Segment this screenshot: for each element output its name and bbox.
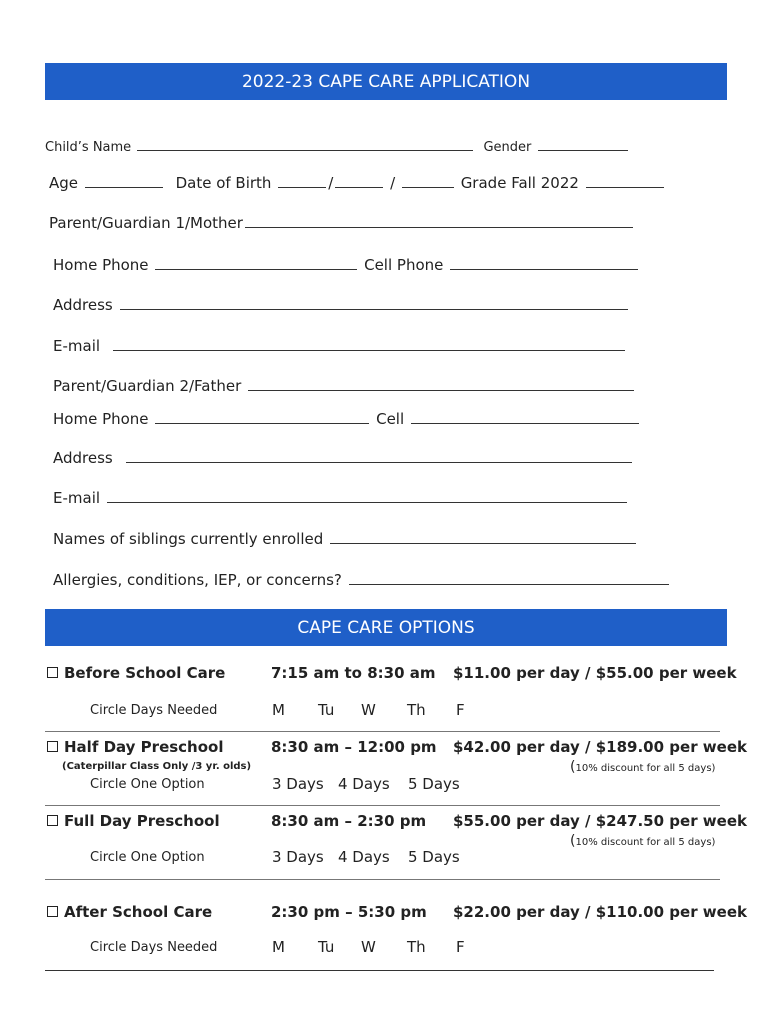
age-label: Age <box>49 174 79 192</box>
option-choice[interactable]: 4 Days <box>338 775 390 793</box>
address1-field[interactable] <box>120 295 628 310</box>
application-title-banner <box>45 63 727 100</box>
cell2-field[interactable] <box>411 409 639 424</box>
option-choice[interactable]: 5 Days <box>408 775 460 793</box>
parent2-row <box>53 376 636 395</box>
dob-label: Date of Birth <box>175 174 272 192</box>
after-care-time: 2:30 pm – 5:30 pm <box>271 903 427 921</box>
age-dob-grade-row <box>49 173 666 192</box>
full-day-discount <box>570 833 715 849</box>
home-phone2-field[interactable] <box>155 409 369 424</box>
checkbox-icon[interactable] <box>47 667 58 678</box>
home-phone1-label: Home Phone <box>53 256 149 274</box>
allergies-row <box>53 570 671 589</box>
day-choice[interactable]: F <box>456 701 465 719</box>
half-day-option[interactable] <box>47 738 224 756</box>
parent1-label: Parent/Guardian 1/Mother <box>49 214 243 232</box>
address1-row <box>53 295 630 314</box>
day-choice[interactable]: F <box>456 938 465 956</box>
half-day-time: 8:30 am – 12:00 pm <box>271 738 437 756</box>
address2-row <box>53 448 634 467</box>
day-choice[interactable]: Tu <box>318 701 335 719</box>
divider <box>45 805 720 806</box>
parent2-label: Parent/Guardian 2/Father <box>53 377 242 395</box>
address2-field[interactable] <box>126 448 632 463</box>
allergies-field[interactable] <box>349 570 669 585</box>
email2-label: E-mail <box>53 489 101 507</box>
siblings-label: Names of siblings currently enrolled <box>53 530 324 548</box>
checkbox-icon[interactable] <box>47 815 58 826</box>
cell-phone1-field[interactable] <box>450 255 638 270</box>
discount-text: 10% discount for all 5 days) <box>575 837 716 848</box>
day-choice[interactable]: M <box>272 938 285 956</box>
full-day-name: Full Day Preschool <box>64 812 220 830</box>
options-title: CAPE CARE OPTIONS <box>297 617 475 638</box>
dob-month-field[interactable] <box>278 173 326 188</box>
before-care-price: $11.00 per day / $55.00 per week <box>453 664 737 682</box>
dob-year-field[interactable] <box>402 173 454 188</box>
before-care-time: 7:15 am to 8:30 am <box>271 664 436 682</box>
discount-paren: ( <box>570 833 576 849</box>
allergies-label: Allergies, conditions, IEP, or concerns? <box>53 571 342 589</box>
day-choice[interactable]: Tu <box>318 938 335 956</box>
home-phone1-field[interactable] <box>155 255 357 270</box>
after-care-instruction: Circle Days Needed <box>90 940 218 955</box>
option-choice[interactable]: 3 Days <box>272 848 324 866</box>
parent2-field[interactable] <box>248 376 634 391</box>
dob-separator: / <box>390 174 396 192</box>
gender-field[interactable] <box>538 136 628 151</box>
after-care-option[interactable] <box>47 903 212 921</box>
before-care-option[interactable] <box>47 664 225 682</box>
option-choice[interactable]: 3 Days <box>272 775 324 793</box>
before-care-instruction: Circle Days Needed <box>90 703 218 718</box>
gender-label: Gender <box>483 140 532 155</box>
childs-name-label: Child’s Name <box>45 140 132 155</box>
home-phone2-label: Home Phone <box>53 410 149 428</box>
phone2-row <box>53 409 641 428</box>
childs-name-row <box>45 136 630 155</box>
email1-row <box>53 336 627 355</box>
before-care-name: Before School Care <box>64 664 226 682</box>
day-choice[interactable]: Th <box>407 938 426 956</box>
divider <box>45 731 720 732</box>
full-day-time: 8:30 am – 2:30 pm <box>271 812 427 830</box>
checkbox-icon[interactable] <box>47 906 58 917</box>
discount-paren: ( <box>570 759 576 775</box>
email2-row <box>53 488 629 507</box>
half-day-price: $42.00 per day / $189.00 per week <box>453 738 747 756</box>
discount-text: 10% discount for all 5 days) <box>575 763 716 774</box>
address2-label: Address <box>53 449 113 467</box>
full-day-price: $55.00 per day / $247.50 per week <box>453 812 747 830</box>
half-day-discount <box>570 759 715 775</box>
email1-field[interactable] <box>113 336 625 351</box>
phone1-row <box>53 255 640 274</box>
after-care-name: After School Care <box>64 903 213 921</box>
email1-label: E-mail <box>53 337 101 355</box>
grade-field[interactable] <box>586 173 664 188</box>
after-care-price: $22.00 per day / $110.00 per week <box>453 903 747 921</box>
day-choice[interactable]: W <box>361 938 376 956</box>
day-choice[interactable]: M <box>272 701 285 719</box>
grade-label: Grade Fall 2022 <box>460 174 579 192</box>
age-field[interactable] <box>85 173 163 188</box>
email2-field[interactable] <box>107 488 627 503</box>
childs-name-field[interactable] <box>137 136 473 151</box>
option-choice[interactable]: 5 Days <box>408 848 460 866</box>
option-choice[interactable]: 4 Days <box>338 848 390 866</box>
options-title-banner <box>45 609 727 646</box>
half-day-name: Half Day Preschool <box>64 738 224 756</box>
checkbox-icon[interactable] <box>47 741 58 752</box>
dob-separator: / <box>328 174 334 192</box>
divider <box>45 970 714 971</box>
full-day-instruction: Circle One Option <box>90 850 205 865</box>
parent1-field[interactable] <box>245 213 633 228</box>
cell2-label: Cell <box>376 410 405 428</box>
siblings-row <box>53 529 638 548</box>
divider <box>45 879 720 880</box>
siblings-field[interactable] <box>330 529 636 544</box>
day-choice[interactable]: Th <box>407 701 426 719</box>
cell-phone1-label: Cell Phone <box>364 256 444 274</box>
address1-label: Address <box>53 296 113 314</box>
day-choice[interactable]: W <box>361 701 376 719</box>
half-day-note: (Caterpillar Class Only /3 yr. olds) <box>62 761 252 772</box>
dob-day-field[interactable] <box>335 173 383 188</box>
full-day-option[interactable] <box>47 812 220 830</box>
parent1-row <box>49 213 635 232</box>
application-title: 2022-23 CAPE CARE APPLICATION <box>241 71 531 92</box>
half-day-instruction: Circle One Option <box>90 777 205 792</box>
